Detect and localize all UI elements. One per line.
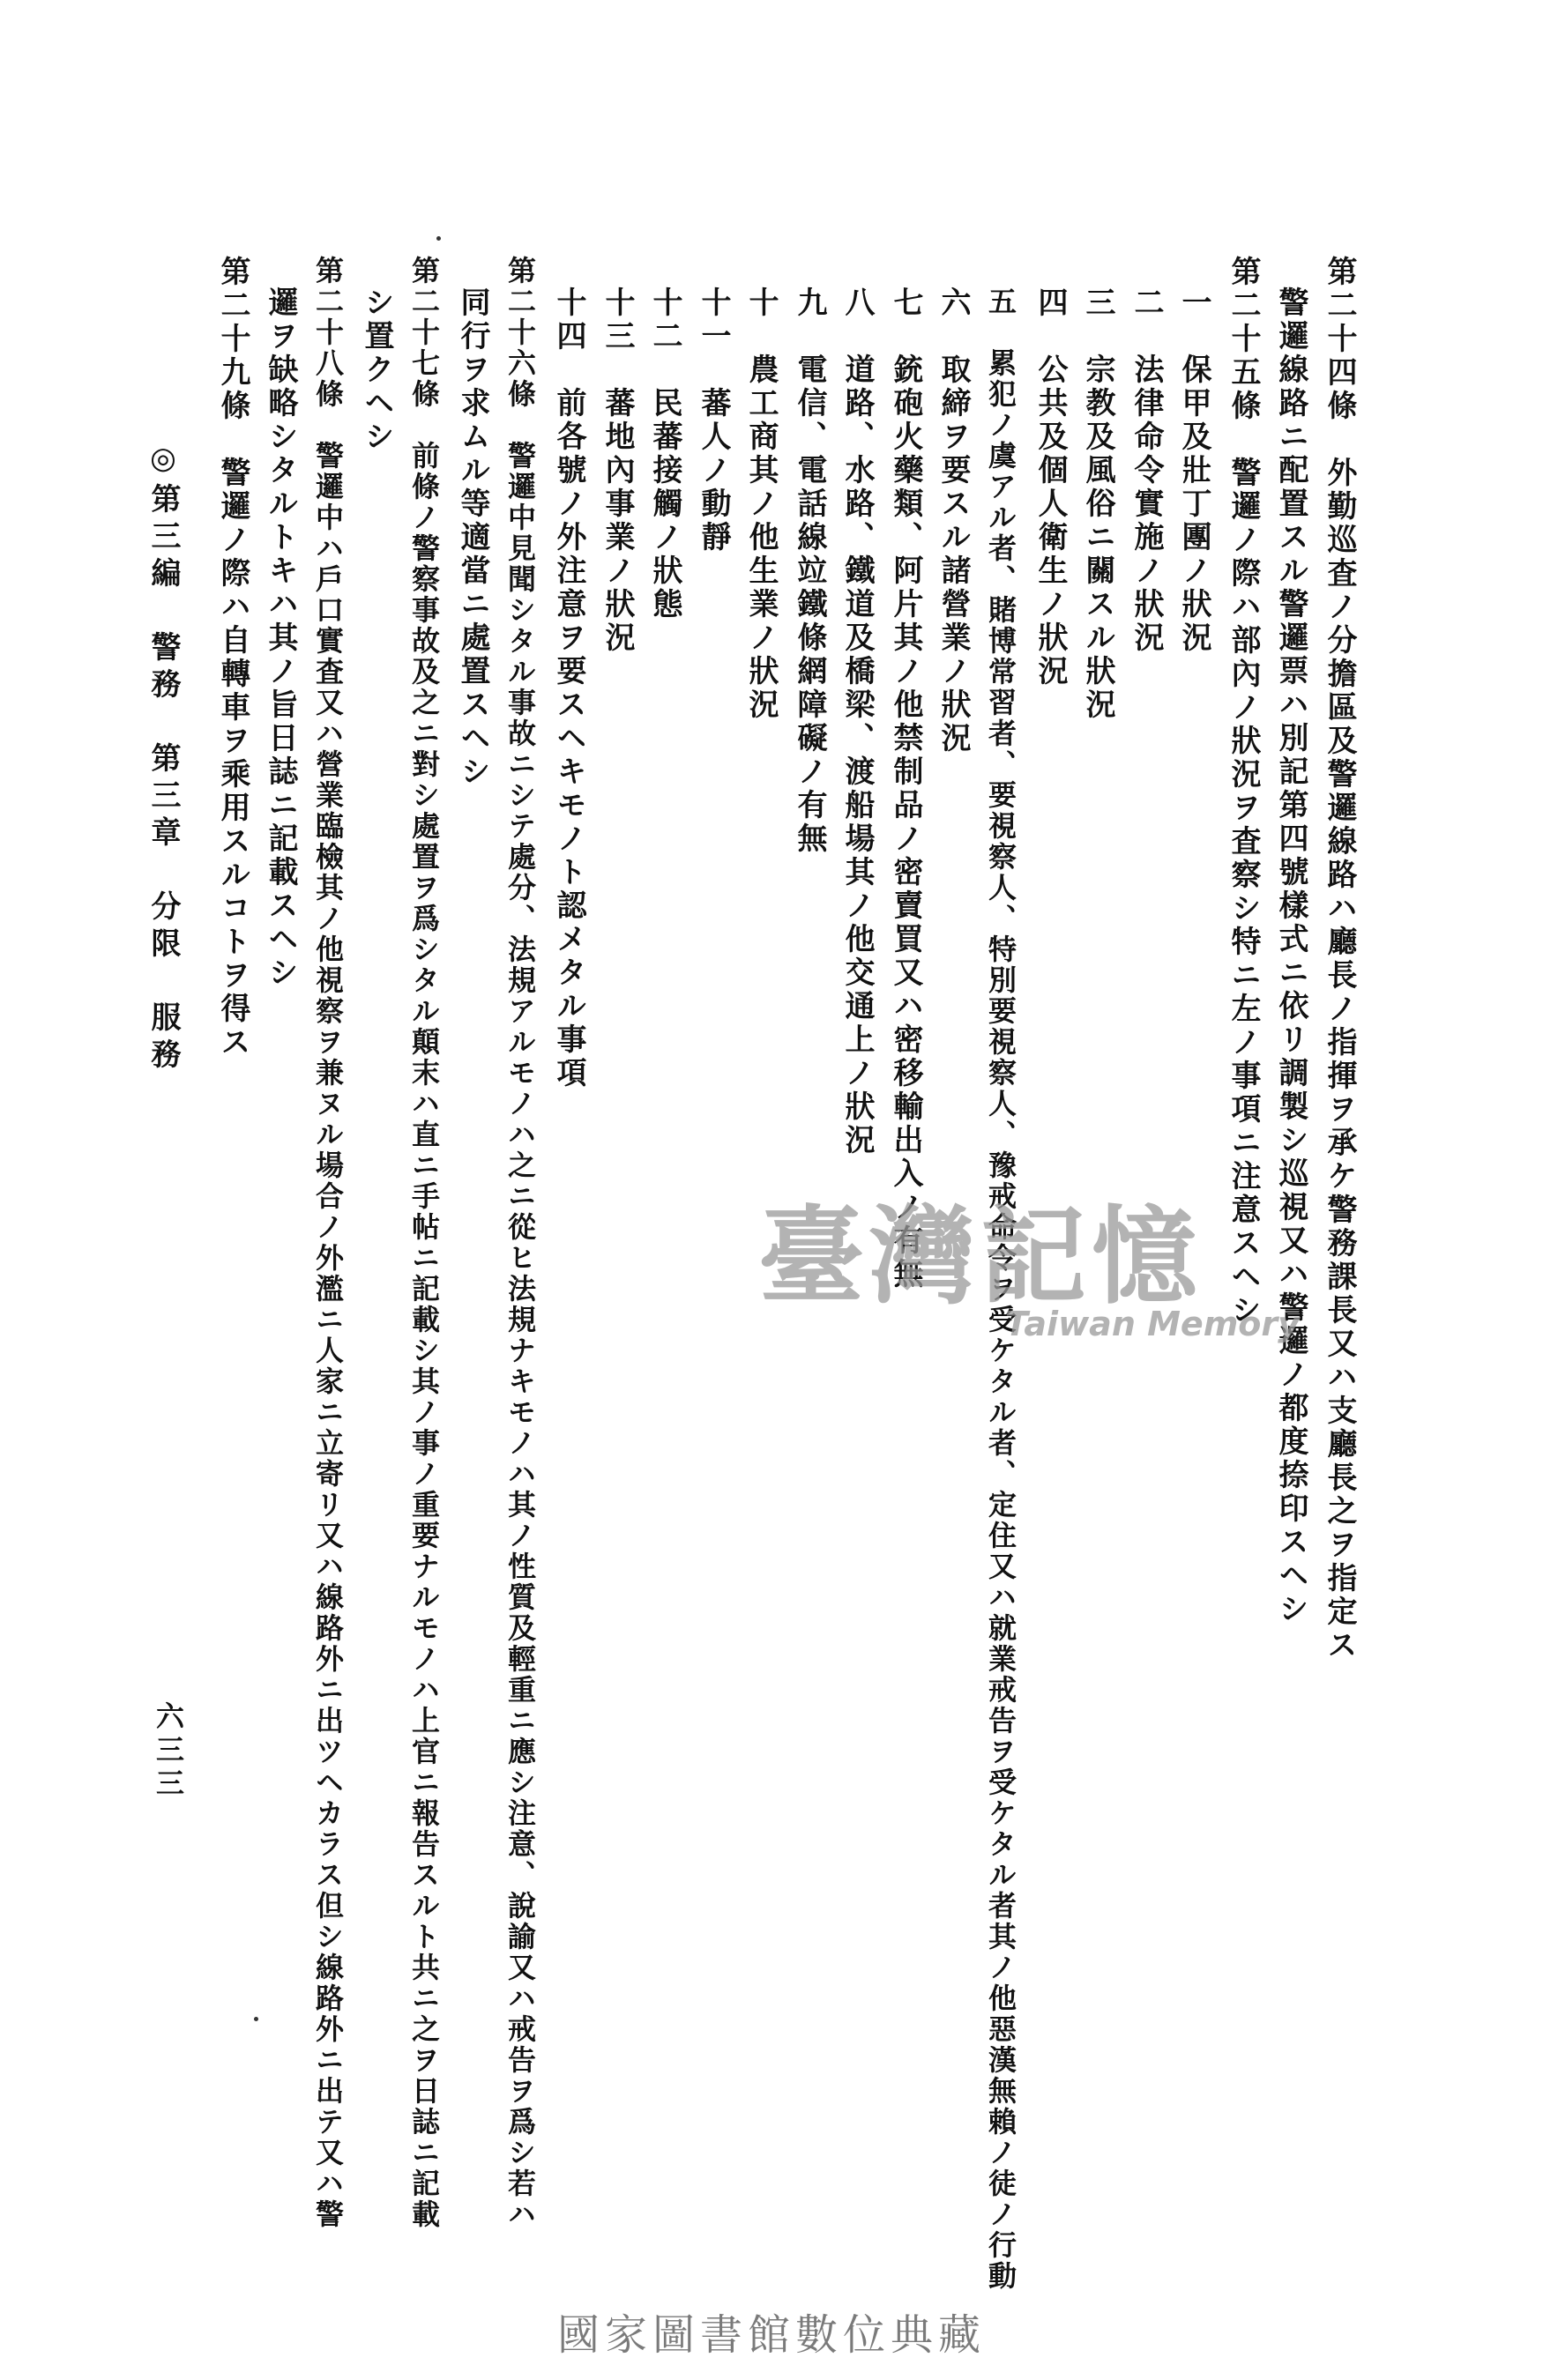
- text-column-5: 二 法律命令實施ノ狀況: [1129, 286, 1164, 655]
- text-column-16: 十三 蕃地內事業ノ狀況: [600, 286, 635, 655]
- text-column-17: 十四 前各號ノ外注意ヲ要スヘキモノト認メタル事項: [551, 286, 586, 1090]
- text-column-11: 八 道路、水路、鐵道及橋梁、渡船場其ノ他交通上ノ狀況: [839, 286, 875, 1157]
- text-column-23: 邏ヲ缺略シタルトキハ其ノ旨日誌ニ記載スヘシ: [263, 286, 298, 990]
- text-column-20: 第二十七條 前條ノ警察事故及之ニ對シ處置ヲ爲シタル顛末ハ直ニ手帖ニ記載シ其ノ事ノ重要ナルモノハ上官ニ報告スルト共ニ之ヲ日誌ニ記載: [407, 256, 441, 2230]
- text-column-2: 警邏線路ニ配置スル警邏票ハ別記第四號樣式ニ依リ調製シ巡視又ハ警邏ノ都度捺印スヘシ: [1273, 286, 1308, 1626]
- text-column-15: 十二 民蕃接觸ノ狀態: [647, 286, 682, 621]
- archive-watermark: 國家圖書館數位典藏: [556, 2310, 986, 2360]
- text-column-12: 九 電信、電話線竝鐵條網障礙ノ有無: [792, 286, 827, 856]
- text-column-6: 三 宗教及風俗ニ關スル狀況: [1080, 286, 1115, 722]
- text-column-18: 第二十六條 警邏中見聞シタル事故ニシテ處分、法規アルモノハ之ニ從ヒ法規ナキモノハ其ノ性質及輕重ニ應シ注意、說諭又ハ戒告ヲ爲シ若ハ: [503, 256, 537, 2230]
- text-column-14: 十一 蕃人ノ動靜: [696, 286, 731, 554]
- text-column-19: 同行ヲ求ムル等適當ニ處置スヘシ: [455, 286, 490, 789]
- scan-speck: [436, 236, 441, 241]
- text-column-24: 第二十九條 警邏ノ際ハ自轉車ヲ乘用スルコトヲ得ス: [215, 256, 250, 1060]
- text-column-9: 六 取締ヲ要スル諸營業ノ狀況: [935, 286, 971, 755]
- watermark-logo-text: 臺灣記憶: [758, 1194, 1203, 1319]
- text-column-3: 第二十五條 警邏ノ際ハ部內ノ狀況ヲ査察シ特ニ左ノ事項ニ注意スヘシ: [1226, 256, 1261, 1328]
- text-column-10: 七 銃砲火藥類、阿片其ノ他禁制品ノ密賣買又ハ密移輸出入ノ有無: [888, 286, 923, 1291]
- watermark-logo-subtitle: Taiwan Memory: [1005, 1305, 1300, 1343]
- text-column-22: 第二十八條 警邏中ハ戶口實査又ハ營業臨檢其ノ他視察ヲ兼ヌル場合ノ外濫ニ人家ニ立寄リ又ハ線路外ニ出ツヘカラス但シ線路外ニ出テ又ハ警: [311, 256, 345, 2230]
- text-column-8: 五 累犯ノ虞アル者、賭博常習者、要視察人、特別要視察人、豫戒命令ヲ受ケタル者、定住又ハ就業戒告ヲ受ケタル者其ノ他惡漢無賴ノ徒ノ行動: [984, 286, 1017, 2292]
- page-number: 六三三: [152, 1701, 185, 1802]
- text-column-21: シ置クヘシ: [359, 286, 394, 454]
- text-column-4: 一 保甲及壯丁團ノ狀況: [1176, 286, 1211, 655]
- text-column-1: 第二十四條 外勤巡査ノ分擔區及警邏線路ハ廳長ノ指揮ヲ承ケ警務課長又ハ支廳長之ヲ指定ス: [1322, 256, 1357, 1662]
- text-column-13: 十 農工商其ノ他生業ノ狀況: [743, 286, 779, 722]
- scan-speck: [254, 2017, 258, 2021]
- running-head: ◎第三編 警務 第三章 分限 服務: [145, 441, 181, 1075]
- text-column-7: 四 公共及個人衛生ノ狀況: [1032, 286, 1068, 688]
